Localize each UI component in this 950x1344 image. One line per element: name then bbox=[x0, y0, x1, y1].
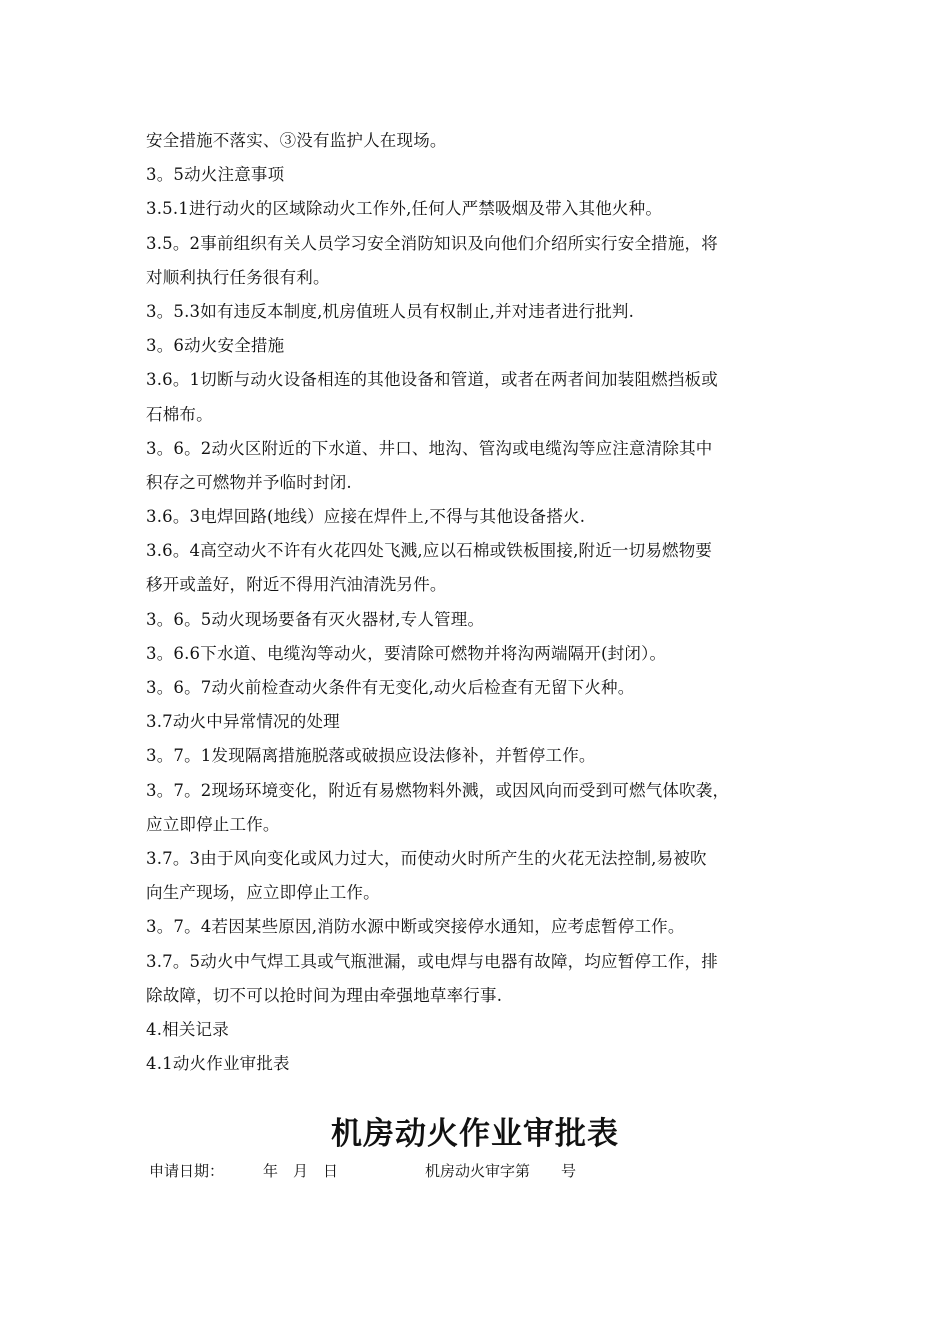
text-line: 3。7。2现场环境变化，附近有易燃物料外溅，或因风向而受到可燃气体吹袭， bbox=[146, 780, 730, 800]
text-line: 3。6。2动火区附近的下水道、井口、地沟、管沟或电缆沟等应注意清除其中 bbox=[146, 438, 713, 458]
approval-number-label: 机房动火审字第 bbox=[425, 1162, 531, 1180]
text-line: 积存之可燃物并予临时封闭. bbox=[146, 472, 352, 492]
text-line: 3.6。1切断与动火设备相连的其他设备和管道，或者在两者间加装阻燃挡板或 bbox=[146, 370, 718, 390]
section-heading: 3.7动火中异常情况的处理 bbox=[146, 712, 340, 732]
document-body bbox=[146, 124, 806, 1081]
section-heading: 4.1动火作业审批表 bbox=[146, 1054, 290, 1074]
form-title: 机房动火作业审批表 bbox=[331, 1116, 619, 1152]
month-label: 月 bbox=[293, 1162, 309, 1180]
application-date-label: 申请日期： bbox=[149, 1162, 225, 1180]
text-line: 除故障，切不可以抢时间为理由牵强地草率行事. bbox=[146, 985, 503, 1005]
section-heading: 4.相关记录 bbox=[146, 1019, 229, 1039]
section-heading: 3。5动火注意事项 bbox=[146, 165, 285, 185]
text-line: 石棉布。 bbox=[146, 404, 213, 424]
text-line: 对顺利执行任务很有利。 bbox=[146, 267, 330, 287]
year-label: 年 bbox=[263, 1162, 279, 1180]
day-label: 日 bbox=[323, 1162, 339, 1180]
text-line: 3。7。4若因某些原因,消防水源中断或突接停水通知，应考虑暂停工作。 bbox=[146, 917, 685, 937]
text-line: 3.5。2事前组织有关人员学习安全消防知识及向他们介绍所实行安全措施，将 bbox=[146, 233, 718, 253]
text-line: 移开或盖好，附近不得用汽油清洗另件。 bbox=[146, 575, 447, 595]
text-line: 应立即停止工作。 bbox=[146, 814, 280, 834]
text-line: 3。6.6下水道、电缆沟等动火，要清除可燃物并将沟两端隔开(封闭）。 bbox=[146, 643, 667, 663]
text-line: 3.5.1进行动火的区域除动火工作外,任何人严禁吸烟及带入其他火种。 bbox=[146, 199, 663, 219]
section-heading: 3。6动火安全措施 bbox=[146, 336, 285, 356]
approval-number-suffix: 号 bbox=[561, 1162, 577, 1180]
text-line: 3。7。1发现隔离措施脱落或破损应设法修补，并暂停工作。 bbox=[146, 746, 596, 766]
text-line: 3。5.3如有违反本制度,机房值班人员有权制止,并对违者进行批判. bbox=[146, 301, 635, 321]
text-line: 3.7。3由于风向变化或风力过大，而使动火时所产生的火花无法控制,易被吹 bbox=[146, 848, 707, 868]
text-line: 3.6。4高空动火不许有火花四处飞溅,应以石棉或铁板围接,附近一切易燃物要 bbox=[146, 541, 713, 561]
text-line: 安全措施不落实、③没有监护人在现场。 bbox=[146, 131, 447, 150]
text-line: 3.6。3电焊回路(地线）应接在焊件上,不得与其他设备搭火. bbox=[146, 507, 586, 527]
text-line: 3。6。5动火现场要备有灭火器材,专人管理。 bbox=[146, 609, 485, 629]
text-line: 3.7。5动火中气焊工具或气瓶泄漏，或电焊与电器有故障，均应暂停工作，排 bbox=[146, 951, 718, 971]
text-line: 3。6。7动火前检查动火条件有无变化,动火后检查有无留下火种。 bbox=[146, 678, 635, 697]
text-line: 向生产现场，应立即停止工作。 bbox=[146, 883, 380, 903]
